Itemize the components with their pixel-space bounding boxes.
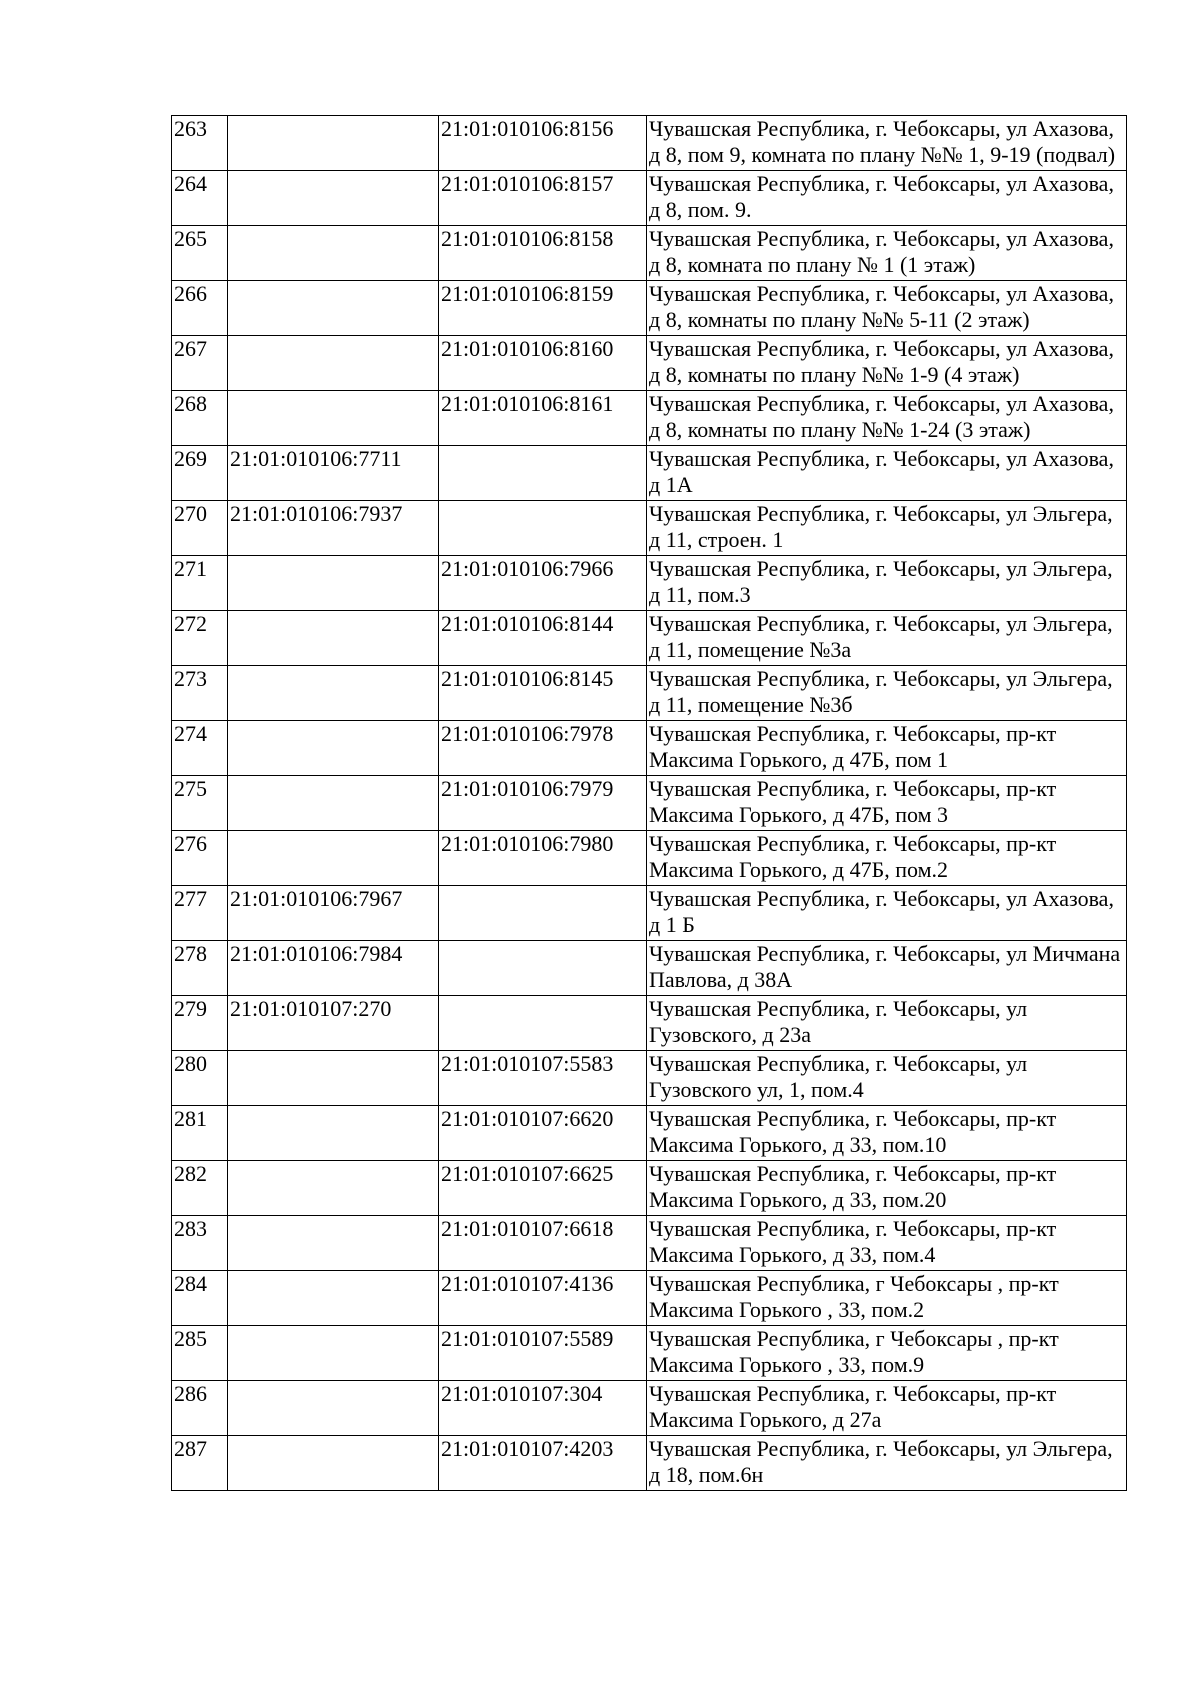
property-registry-table bbox=[171, 115, 1127, 1491]
row-number-cell: 268 bbox=[172, 391, 228, 446]
address-cell: Чувашская Республика, г. Чебоксары, пр-кт Максима Горького, д 33, пом.10 bbox=[647, 1106, 1127, 1161]
address-cell: Чувашская Республика, г. Чебоксары, ул Эльгера, д 11, строен. 1 bbox=[647, 501, 1127, 556]
land-cadastral-number-cell bbox=[228, 831, 439, 886]
table-row bbox=[172, 556, 1127, 611]
premise-cadastral-number-cell: 21:01:010106:8157 bbox=[439, 171, 647, 226]
land-cadastral-number-cell bbox=[228, 281, 439, 336]
premise-cadastral-number-cell: 21:01:010106:7979 bbox=[439, 776, 647, 831]
table-row bbox=[172, 1271, 1127, 1326]
row-number-cell: 275 bbox=[172, 776, 228, 831]
table-row bbox=[172, 281, 1127, 336]
premise-cadastral-number-cell: 21:01:010107:6620 bbox=[439, 1106, 647, 1161]
premise-cadastral-number-cell bbox=[439, 996, 647, 1051]
address-cell: Чувашская Республика, г. Чебоксары, ул Эльгера, д 18, пом.6н bbox=[647, 1436, 1127, 1491]
premise-cadastral-number-cell: 21:01:010106:7978 bbox=[439, 721, 647, 776]
row-number-cell: 282 bbox=[172, 1161, 228, 1216]
row-number-cell: 270 bbox=[172, 501, 228, 556]
address-cell: Чувашская Республика, г. Чебоксары, ул Ахазова, д 1А bbox=[647, 446, 1127, 501]
premise-cadastral-number-cell: 21:01:010106:7966 bbox=[439, 556, 647, 611]
address-cell: Чувашская Республика, г. Чебоксары, ул Гузовского ул, 1, пом.4 bbox=[647, 1051, 1127, 1106]
premise-cadastral-number-cell: 21:01:010106:8145 bbox=[439, 666, 647, 721]
table-row bbox=[172, 1216, 1127, 1271]
address-cell: Чувашская Республика, г. Чебоксары, ул Ахазова, д 8, пом. 9. bbox=[647, 171, 1127, 226]
table-row bbox=[172, 1381, 1127, 1436]
address-cell: Чувашская Республика, г Чебоксары , пр-кт Максима Горького , 33, пом.2 bbox=[647, 1271, 1127, 1326]
table-row bbox=[172, 446, 1127, 501]
row-number-cell: 284 bbox=[172, 1271, 228, 1326]
land-cadastral-number-cell bbox=[228, 336, 439, 391]
row-number-cell: 269 bbox=[172, 446, 228, 501]
address-cell: Чувашская Республика, г. Чебоксары, ул Гузовского, д 23а bbox=[647, 996, 1127, 1051]
land-cadastral-number-cell bbox=[228, 1436, 439, 1491]
table-row bbox=[172, 1106, 1127, 1161]
premise-cadastral-number-cell: 21:01:010107:6625 bbox=[439, 1161, 647, 1216]
land-cadastral-number-cell: 21:01:010106:7984 bbox=[228, 941, 439, 996]
land-cadastral-number-cell bbox=[228, 391, 439, 446]
registry-table-body bbox=[172, 116, 1127, 1491]
land-cadastral-number-cell: 21:01:010107:270 bbox=[228, 996, 439, 1051]
land-cadastral-number-cell bbox=[228, 1381, 439, 1436]
premise-cadastral-number-cell: 21:01:010106:8161 bbox=[439, 391, 647, 446]
address-cell: Чувашская Республика, г. Чебоксары, пр-кт Максима Горького, д 47Б, пом.2 bbox=[647, 831, 1127, 886]
land-cadastral-number-cell bbox=[228, 226, 439, 281]
table-row bbox=[172, 501, 1127, 556]
row-number-cell: 273 bbox=[172, 666, 228, 721]
row-number-cell: 264 bbox=[172, 171, 228, 226]
address-cell: Чувашская Республика, г. Чебоксары, ул Ахазова, д 8, комнаты по плану №№ 1-24 (3 этаж) bbox=[647, 391, 1127, 446]
land-cadastral-number-cell bbox=[228, 1271, 439, 1326]
address-cell: Чувашская Республика, г. Чебоксары, пр-кт Максима Горького, д 33, пом.20 bbox=[647, 1161, 1127, 1216]
table-row bbox=[172, 1161, 1127, 1216]
table-row bbox=[172, 391, 1127, 446]
table-row bbox=[172, 171, 1127, 226]
premise-cadastral-number-cell: 21:01:010107:6618 bbox=[439, 1216, 647, 1271]
premise-cadastral-number-cell bbox=[439, 446, 647, 501]
table-row bbox=[172, 611, 1127, 666]
premise-cadastral-number-cell: 21:01:010106:8144 bbox=[439, 611, 647, 666]
table-row bbox=[172, 1436, 1127, 1491]
premise-cadastral-number-cell: 21:01:010107:4136 bbox=[439, 1271, 647, 1326]
row-number-cell: 281 bbox=[172, 1106, 228, 1161]
land-cadastral-number-cell: 21:01:010106:7967 bbox=[228, 886, 439, 941]
address-cell: Чувашская Республика, г. Чебоксары, ул Ахазова, д 8, комната по плану № 1 (1 этаж) bbox=[647, 226, 1127, 281]
land-cadastral-number-cell bbox=[228, 171, 439, 226]
premise-cadastral-number-cell: 21:01:010107:5589 bbox=[439, 1326, 647, 1381]
premise-cadastral-number-cell: 21:01:010106:8158 bbox=[439, 226, 647, 281]
row-number-cell: 276 bbox=[172, 831, 228, 886]
table-row bbox=[172, 831, 1127, 886]
land-cadastral-number-cell bbox=[228, 776, 439, 831]
address-cell: Чувашская Республика, г. Чебоксары, пр-кт Максима Горького, д 27а bbox=[647, 1381, 1127, 1436]
row-number-cell: 287 bbox=[172, 1436, 228, 1491]
address-cell: Чувашская Республика, г. Чебоксары, ул Ахазова, д 1 Б bbox=[647, 886, 1127, 941]
premise-cadastral-number-cell bbox=[439, 941, 647, 996]
premise-cadastral-number-cell: 21:01:010107:5583 bbox=[439, 1051, 647, 1106]
table-row bbox=[172, 886, 1127, 941]
address-cell: Чувашская Республика, г. Чебоксары, ул Эльгера, д 11, помещение №3а bbox=[647, 611, 1127, 666]
table-row bbox=[172, 1326, 1127, 1381]
land-cadastral-number-cell bbox=[228, 611, 439, 666]
row-number-cell: 271 bbox=[172, 556, 228, 611]
row-number-cell: 274 bbox=[172, 721, 228, 776]
address-cell: Чувашская Республика, г. Чебоксары, ул Ахазова, д 8, пом 9, комната по плану №№ 1, 9-19 (подвал) bbox=[647, 116, 1127, 171]
land-cadastral-number-cell bbox=[228, 666, 439, 721]
row-number-cell: 285 bbox=[172, 1326, 228, 1381]
row-number-cell: 267 bbox=[172, 336, 228, 391]
table-row bbox=[172, 996, 1127, 1051]
table-row bbox=[172, 776, 1127, 831]
address-cell: Чувашская Республика, г. Чебоксары, пр-кт Максима Горького, д 47Б, пом 3 bbox=[647, 776, 1127, 831]
land-cadastral-number-cell: 21:01:010106:7937 bbox=[228, 501, 439, 556]
address-cell: Чувашская Республика, г. Чебоксары, пр-кт Максима Горького, д 47Б, пом 1 bbox=[647, 721, 1127, 776]
row-number-cell: 272 bbox=[172, 611, 228, 666]
premise-cadastral-number-cell: 21:01:010106:7980 bbox=[439, 831, 647, 886]
table-row bbox=[172, 666, 1127, 721]
land-cadastral-number-cell bbox=[228, 1161, 439, 1216]
row-number-cell: 277 bbox=[172, 886, 228, 941]
row-number-cell: 265 bbox=[172, 226, 228, 281]
address-cell: Чувашская Республика, г. Чебоксары, ул Ахазова, д 8, комнаты по плану №№ 5-11 (2 этаж) bbox=[647, 281, 1127, 336]
table-row bbox=[172, 941, 1127, 996]
premise-cadastral-number-cell bbox=[439, 501, 647, 556]
address-cell: Чувашская Республика, г. Чебоксары, пр-кт Максима Горького, д 33, пом.4 bbox=[647, 1216, 1127, 1271]
row-number-cell: 286 bbox=[172, 1381, 228, 1436]
address-cell: Чувашская Республика, г. Чебоксары, ул Эльгера, д 11, помещение №3б bbox=[647, 666, 1127, 721]
table-row bbox=[172, 116, 1127, 171]
row-number-cell: 278 bbox=[172, 941, 228, 996]
premise-cadastral-number-cell: 21:01:010107:304 bbox=[439, 1381, 647, 1436]
address-cell: Чувашская Республика, г. Чебоксары, ул Мичмана Павлова, д 38А bbox=[647, 941, 1127, 996]
land-cadastral-number-cell: 21:01:010106:7711 bbox=[228, 446, 439, 501]
table-row bbox=[172, 226, 1127, 281]
land-cadastral-number-cell bbox=[228, 556, 439, 611]
table-row bbox=[172, 1051, 1127, 1106]
table-row bbox=[172, 336, 1127, 391]
row-number-cell: 283 bbox=[172, 1216, 228, 1271]
land-cadastral-number-cell bbox=[228, 1326, 439, 1381]
table-row bbox=[172, 721, 1127, 776]
row-number-cell: 263 bbox=[172, 116, 228, 171]
row-number-cell: 279 bbox=[172, 996, 228, 1051]
row-number-cell: 280 bbox=[172, 1051, 228, 1106]
row-number-cell: 266 bbox=[172, 281, 228, 336]
land-cadastral-number-cell bbox=[228, 721, 439, 776]
address-cell: Чувашская Республика, г Чебоксары , пр-кт Максима Горького , 33, пом.9 bbox=[647, 1326, 1127, 1381]
premise-cadastral-number-cell: 21:01:010106:8156 bbox=[439, 116, 647, 171]
premise-cadastral-number-cell: 21:01:010106:8159 bbox=[439, 281, 647, 336]
land-cadastral-number-cell bbox=[228, 1216, 439, 1271]
address-cell: Чувашская Республика, г. Чебоксары, ул Эльгера, д 11, пом.3 bbox=[647, 556, 1127, 611]
premise-cadastral-number-cell: 21:01:010106:8160 bbox=[439, 336, 647, 391]
address-cell: Чувашская Республика, г. Чебоксары, ул Ахазова, д 8, комнаты по плану №№ 1-9 (4 этаж) bbox=[647, 336, 1127, 391]
premise-cadastral-number-cell: 21:01:010107:4203 bbox=[439, 1436, 647, 1491]
land-cadastral-number-cell bbox=[228, 116, 439, 171]
premise-cadastral-number-cell bbox=[439, 886, 647, 941]
land-cadastral-number-cell bbox=[228, 1051, 439, 1106]
land-cadastral-number-cell bbox=[228, 1106, 439, 1161]
